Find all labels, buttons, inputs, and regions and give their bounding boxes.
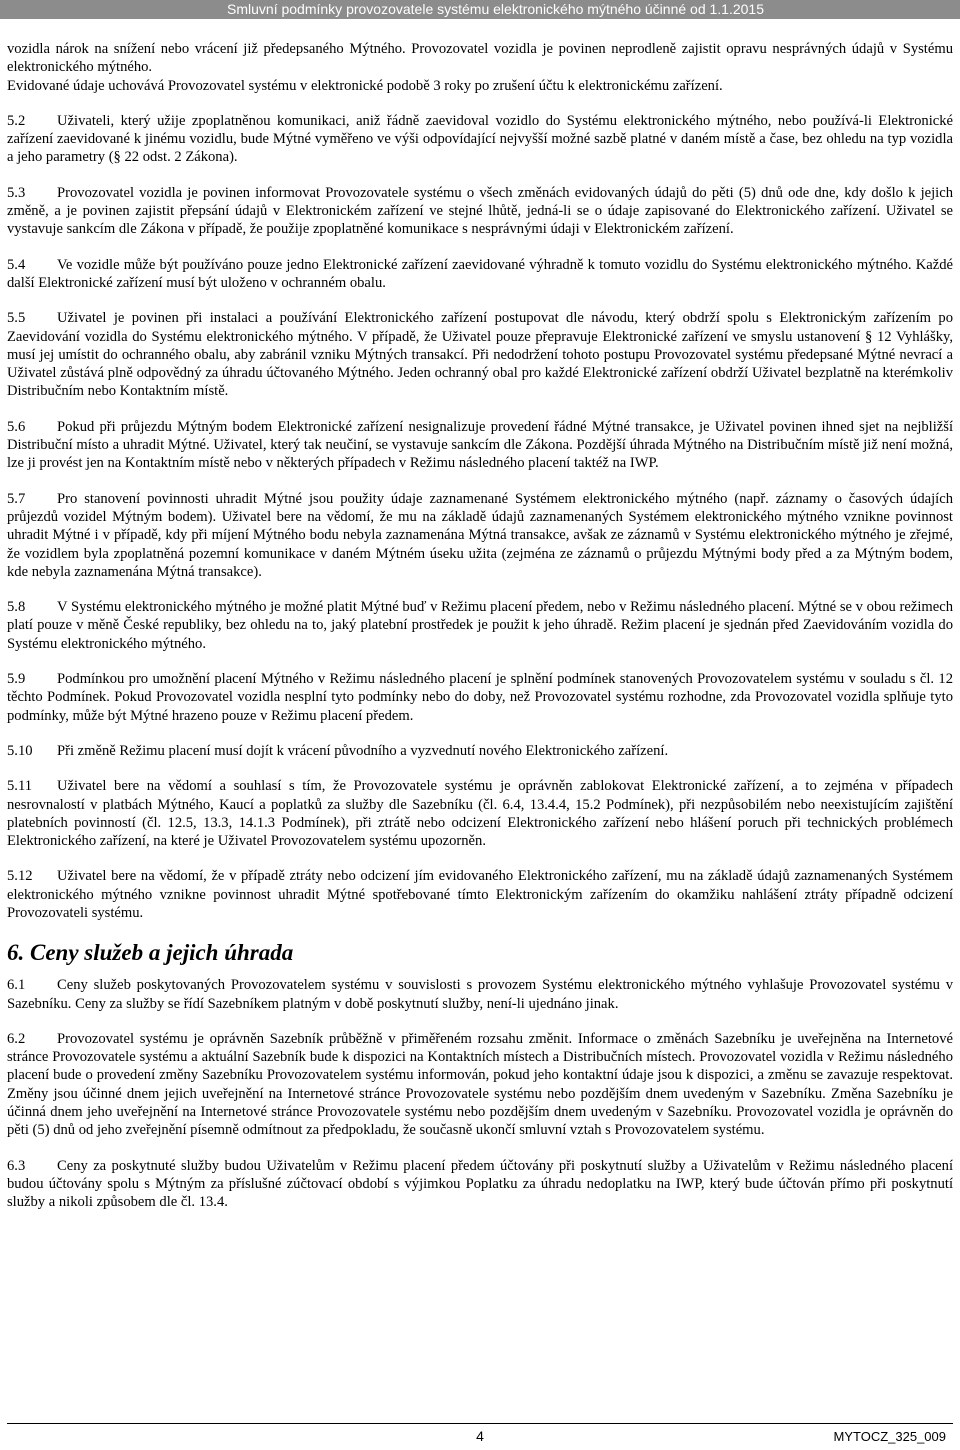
paragraph: [7, 777, 953, 850]
paragraph-number: 5.12: [7, 868, 33, 885]
paragraph: [7, 112, 953, 167]
paragraph: [7, 77, 953, 95]
paragraph: [7, 742, 953, 760]
paragraph-text: Ceny služeb poskytovaných Provozovatelem systému v souvislosti s provozem Systému elektronického mýtného vyhlašuje Provozovatel systému v Sazebníku. Ceny za služby se řídí Sazebníkem platným v době poskytnutí služby, není-li ujednáno jinak.: [7, 977, 953, 1012]
paragraph-text: Evidované údaje uchovává Provozovatel systému v elektronické podobě 3 roky po zrušení účtu k elektronickému zařízení.: [7, 77, 723, 94]
paragraph-text: Ve vozidle může být používáno pouze jedno Elektronické zařízení zaevidované výhradně k tomuto vozidlu do Systému elektronického mýtného. Každé další Elektronické zařízení musí být uloženo v ochranném obalu.: [7, 256, 953, 291]
paragraph: [7, 184, 953, 239]
paragraph-text: Pro stanovení povinnosti uhradit Mýtné jsou použity údaje zaznamenané Systémem elektronického mýtného (např. záznamy o časových údajích průjezdů vozidel Mýtným bodem). Uživatel bere na vědomí, že mu na základě údajů zaznamenaných Systémem elektronického mýtného vznikne povinnost uhradit Mýtné i v případě, kdy při míjení Mýtného bodu nebyla zaznamenána Mýtná transakce, avšak ze záznamů v Systému elektronického mýtného je zřejmé, že vozidlem byla zpoplatněná pozemní komunikace v daném Mýtném úseku užita (zejména ze záznamů o průjezdu Mýtnými body před a za Mýtným bodem, kde nebyla zaznamenána Mýtná transakce).: [7, 490, 953, 580]
paragraph: [7, 40, 953, 77]
paragraph-number: 5.2: [7, 112, 26, 129]
paragraph: [7, 670, 953, 725]
paragraph-number: 5.6: [7, 418, 26, 435]
paragraph-text: Uživatel bere na vědomí a souhlasí s tím, že Provozovatele systému je oprávněn zablokovat Elektronické zařízení, a to zejména v případech nesrovnalostí v platbách Mýtného, Kaucí a poplatků za služby dle Sazebníku (čl. 6.4, 13.4.4, 15.2 Podmínek), při nezpůsobilém nebo neexistujícím zajištění platebních povinností (čl. 12.5, 13.3, 14.1.3 Podmínek), při ztrátě nebo odcizení Elektronického zařízení nebo hlášení poruch při technických problémech Elektronického zařízení, na které je Uživatel Provozovatelem systému upozorněn.: [7, 778, 953, 850]
page-number: 4: [476, 1428, 484, 1444]
paragraph-number: 5.5: [7, 310, 26, 327]
paragraph-text: Při změně Režimu placení musí dojít k vrácení původního a vyzvednutí nového Elektronického zařízení.: [57, 742, 669, 759]
paragraph-text: vozidla nárok na snížení nebo vrácení již předepsaného Mýtného. Provozovatel vozidla je povinen neprodleně zajistit opravu nesprávných údajů v Systému elektronického mýtného.: [7, 41, 953, 76]
document-body: [7, 40, 953, 1229]
paragraph: [7, 598, 953, 653]
paragraph: [7, 867, 953, 922]
paragraph-list-bottom: [7, 976, 953, 1211]
footer-divider: [7, 1423, 953, 1424]
paragraph: [7, 418, 953, 473]
paragraph-number: 5.10: [7, 742, 33, 759]
document-code: MYTOCZ_325_009: [833, 1429, 946, 1444]
paragraph-number: 5.9: [7, 671, 26, 688]
paragraph-number: 5.3: [7, 184, 26, 201]
paragraph-text: Uživateli, který užije zpoplatněnou komunikaci, aniž řádně zaevidoval vozidlo do Systému elektronického mýtného, nebo používá-li Elektronické zařízení zaevidované k jinému vozidlu, bude Mýtné vyměřeno ve výši odpovídající nejvyšší možné sazbě platné v daném místě a čase, bez ohledu na typ vozidla a jeho parametry (§ 22 odst. 2 Zákona).: [7, 112, 953, 166]
paragraph: [7, 490, 953, 581]
paragraph-number: 5.8: [7, 599, 26, 616]
paragraph: [7, 1157, 953, 1212]
document-header: Smluvní podmínky provozovatele systému elektronického mýtného účinné od 1.1.2015: [0, 0, 960, 19]
paragraph-text: Uživatel je povinen při instalaci a používání Elektronického zařízení postupovat dle návodu, který obdrží spolu s Elektronickým zařízením po Zaevidování vozidla do Systému elektronického mýtného. V případě, že Uživatel pouze přepravuje Elektronické zařízení ve smyslu ustanovení § 12 Vyhlášky, musí jej umístit do ochranného obalu, aby zabránil vzniku Mýtných transakcí. Při nedodržení tohoto postupu Provozovatel systému předepsané Mýtné nevrací a Uživatel zůstává plně odpovědný za úhradu účtovaného Mýtného. Jeden ochranný obal pro každé Elektronické zařízení obdrží Uživatel bezplatně na kterémkoliv Distribučním nebo Kontaktním místě.: [7, 310, 953, 400]
paragraph-text: Provozovatel vozidla je povinen informovat Provozovatele systému o všech změnách evidovaných údajů do pěti (5) dnů ode dne, kdy došlo k jejich změně, a je povinen zajistit přepsání údajů v Elektronickém zařízení ve stejné lhůtě, jedná-li se o údaje zapisované do Elektronického zařízení. Uživatel se vystavuje sankcím dle Zákona v případě, že použije zpoplatněné komunikace s nesprávnými údaji v Elektronickém zařízení.: [7, 184, 953, 238]
paragraph-text: Pokud při průjezdu Mýtným bodem Elektronické zařízení nesignalizuje provedení řádné Mýtné transakce, je Uživatel povinen ihned sjet na nejbližší Distribuční místo a uhradit Mýtné. Uživatel, který tak neučiní, se vystavuje sankcím dle Zákona. Pozdější úhrada Mýtného na Distribučním místě již není možná, lze ji provést jen na Kontaktním místě nebo v některých případech v Režimu následného placení taktéž na IWP.: [7, 418, 953, 472]
paragraph-number: 5.11: [7, 778, 32, 795]
paragraph-number: 6.2: [7, 1030, 26, 1047]
paragraph-text: Ceny za poskytnuté služby budou Uživatelům v Režimu placení předem účtovány při poskytnutí služby a Uživatelům v Režimu následného placení budou účtovány spolu s Mýtným za příslušné zúčtovací období s výjimkou Poplatku za úhradu nedoplatku na IWP, který bude účtován přímo při poskytnutí služby a nikoli způsobem dle čl. 13.4.: [7, 1157, 953, 1211]
paragraph-number: 5.7: [7, 490, 26, 507]
paragraph-text: Uživatel bere na vědomí, že v případě ztráty nebo odcizení jím evidovaného Elektronického zařízení, mu na základě údajů zaznamenaných Systémem elektronického mýtného vznikne povinnost uhradit Mýtné spotřebované tímto Elektronickým zařízením do okamžiku nahlášení ztráty případně odcizení Provozovateli systému.: [7, 868, 953, 921]
paragraph-list-top: [7, 40, 953, 922]
paragraph-number: 6.3: [7, 1157, 26, 1174]
paragraph-text: Provozovatel systému je oprávněn Sazebník průběžně v přiměřeném rozsahu změnit. Informace o změnách Sazebníku je uveřejněna na Internetové stránce Provozovatele systému a aktuální Sazebník bude k dispozici na Kontaktních místech a Distribučních místech. Provozovatel vozidla v Režimu následného placení bude o provedení změny Sazebníku Provozovatelem systému informován, pokud jeho kontaktní údaje jsou k dispozici, a změnu se zavazuje respektovat. Změny jsou účinné dnem jejich uveřejnění na Internetové stránce Provozovatele systému nebo pozdějším dnem uvedeným v Sazebníku. Změna Sazebníku je účinná dnem jeho uveřejnění na Internetové stránce Provozovatele systému nebo pozdějším dnem uvedeným v Sazebníku. Provozovatel vozidla je oprávněn do pěti (5) dnů od jeho zveřejnění písemně odmítnout za předpokladu, že současně ukončí smluvní vztah s Provozovatelem systému.: [7, 1030, 953, 1139]
section-heading: 6. Ceny služeb a jejich úhrada: [7, 940, 294, 966]
paragraph: [7, 976, 953, 1013]
paragraph-number: 6.1: [7, 977, 26, 994]
paragraph: [7, 256, 953, 293]
paragraph-text: Podmínkou pro umožnění placení Mýtného v Režimu následného placení je splnění podmínek stanovených Provozovatelem systému v souladu s čl. 12 těchto Podmínek. Pokud Provozovatel vozidla nesplní tyto podmínky nebo do doby, než Provozovatel systému rozhodne, zda Provozovatel vozidla splňuje tyto podmínky, může být Mýtné hrazeno pouze v Režimu placení předem.: [7, 671, 953, 724]
paragraph-text: V Systému elektronického mýtného je možné platit Mýtné buď v Režimu placení předem, nebo v Režimu následného placení. Mýtné se v obou režimech platí pouze v měně České republiky, bez ohledu na to, jaký platební prostředek je použit k jeho úhradě. Režim placení je sjednán před Zaevidováním vozidla do Systému elektronického mýtného.: [7, 599, 953, 652]
paragraph: [7, 1030, 953, 1140]
paragraph-number: 5.4: [7, 256, 26, 273]
paragraph: [7, 309, 953, 400]
